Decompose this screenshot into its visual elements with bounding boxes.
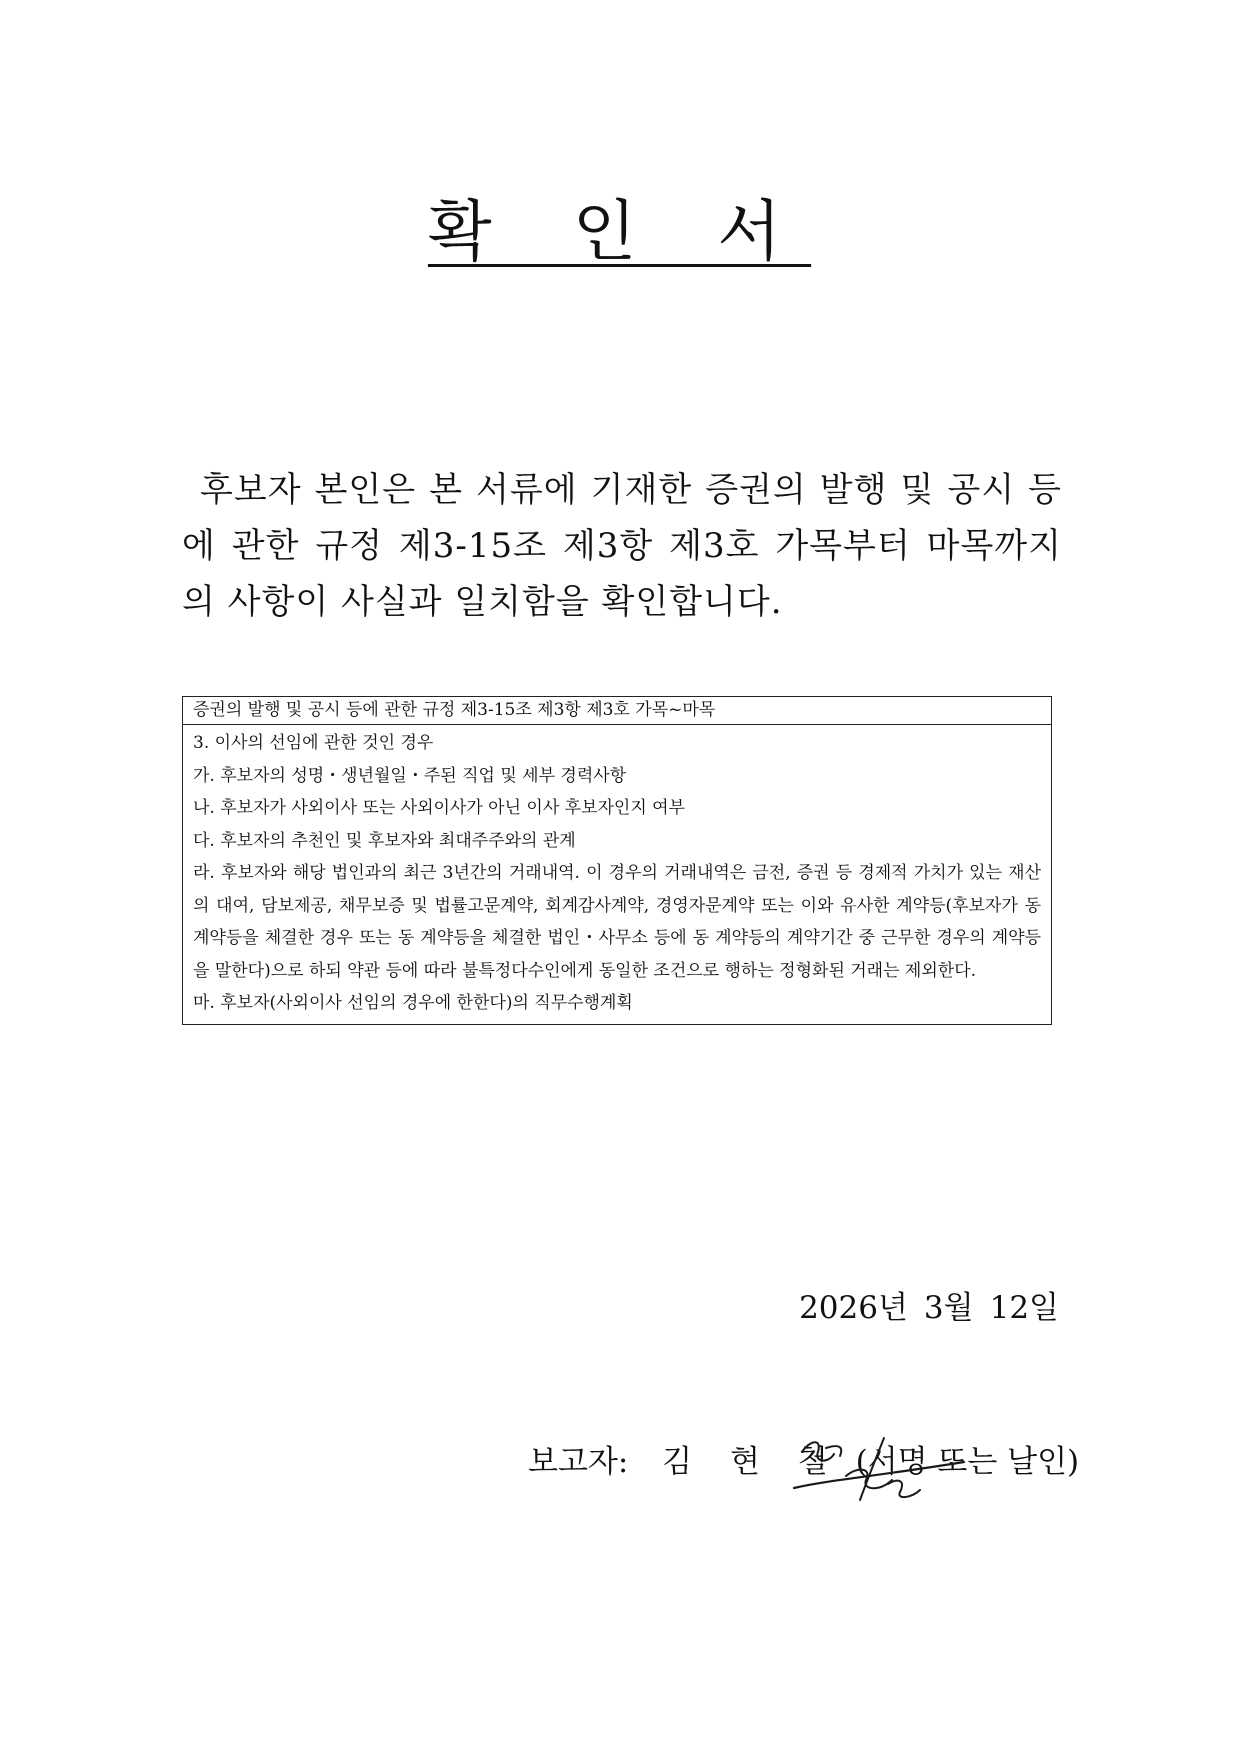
reporter-label: 보고자: [528, 1444, 629, 1480]
regulation-box [182, 696, 1052, 1025]
regulation-item-na: 나. 후보자가 사외이사 또는 사외이사가 아닌 이사 후보자인지 여부 [193, 798, 686, 818]
signature-stroke-main [794, 1462, 964, 1488]
regulation-box-body [183, 725, 1051, 1024]
regulation-item-da: 다. 후보자의 추천인 및 후보자와 최대주주와의 관계 [193, 830, 576, 851]
date-day: 12일 [989, 1290, 1059, 1326]
signature-stroke-upper [802, 1442, 841, 1460]
regulation-item-3: 3. 이사의 선임에 관한 것인 경우 [193, 733, 434, 753]
document-title-text: 확 인 서 [427, 193, 812, 270]
intro-paragraph: 후보자 본인은 본 서류에 기재한 증권의 발행 및 공시 등에 관한 규정 제3-15조 제3항 제3호 가목부터 마목까지의 사항이 사실과 일치함을 확인합니다. [182, 470, 1062, 622]
handwritten-signature [788, 1418, 968, 1508]
sign-note: (서명 또는 날인) [855, 1444, 1080, 1480]
regulation-item-ma: 마. 후보자(사외이사 선임의 경우에 한한다)의 직무수행계획 [193, 993, 633, 1013]
date-month: 3월 [923, 1290, 974, 1326]
reporter-name: 김 현 철 [662, 1444, 842, 1480]
regulation-box-header: 증권의 발행 및 공시 등에 관한 규정 제3-15조 제3항 제3호 가목~마목 [183, 697, 1051, 725]
date-year: 2026년 [799, 1290, 908, 1326]
regulation-item-ra: 라. 후보자와 해당 법인과의 최근 3년간의 거래내역. 이 경우의 거래내역은 금전, 증권 등 경제적 가치가 있는 재산의 대여, 담보제공, 채무보증 및 법률고문계약, 회계감사계약, 경영자문계약 또는 이와 유사한 계약등(후보자가 동 계약등을 체결한 경우 또는 동 계약등을 체결한 법인・사무소 등에 동 계약등의 계약기간 중 근무한 경우의 계약등을 말한다)으로 하되 약관 등에 따라 불특정다수인에게 동일한 조건으로 행하는 정형화된 거래는 제외한다. [193, 863, 1041, 981]
regulation-item-ga: 가. 후보자의 성명・생년월일・주된 직업 및 세부 경력사항 [193, 765, 627, 786]
document-date [783, 1288, 1059, 1328]
document-title [0, 192, 1239, 272]
